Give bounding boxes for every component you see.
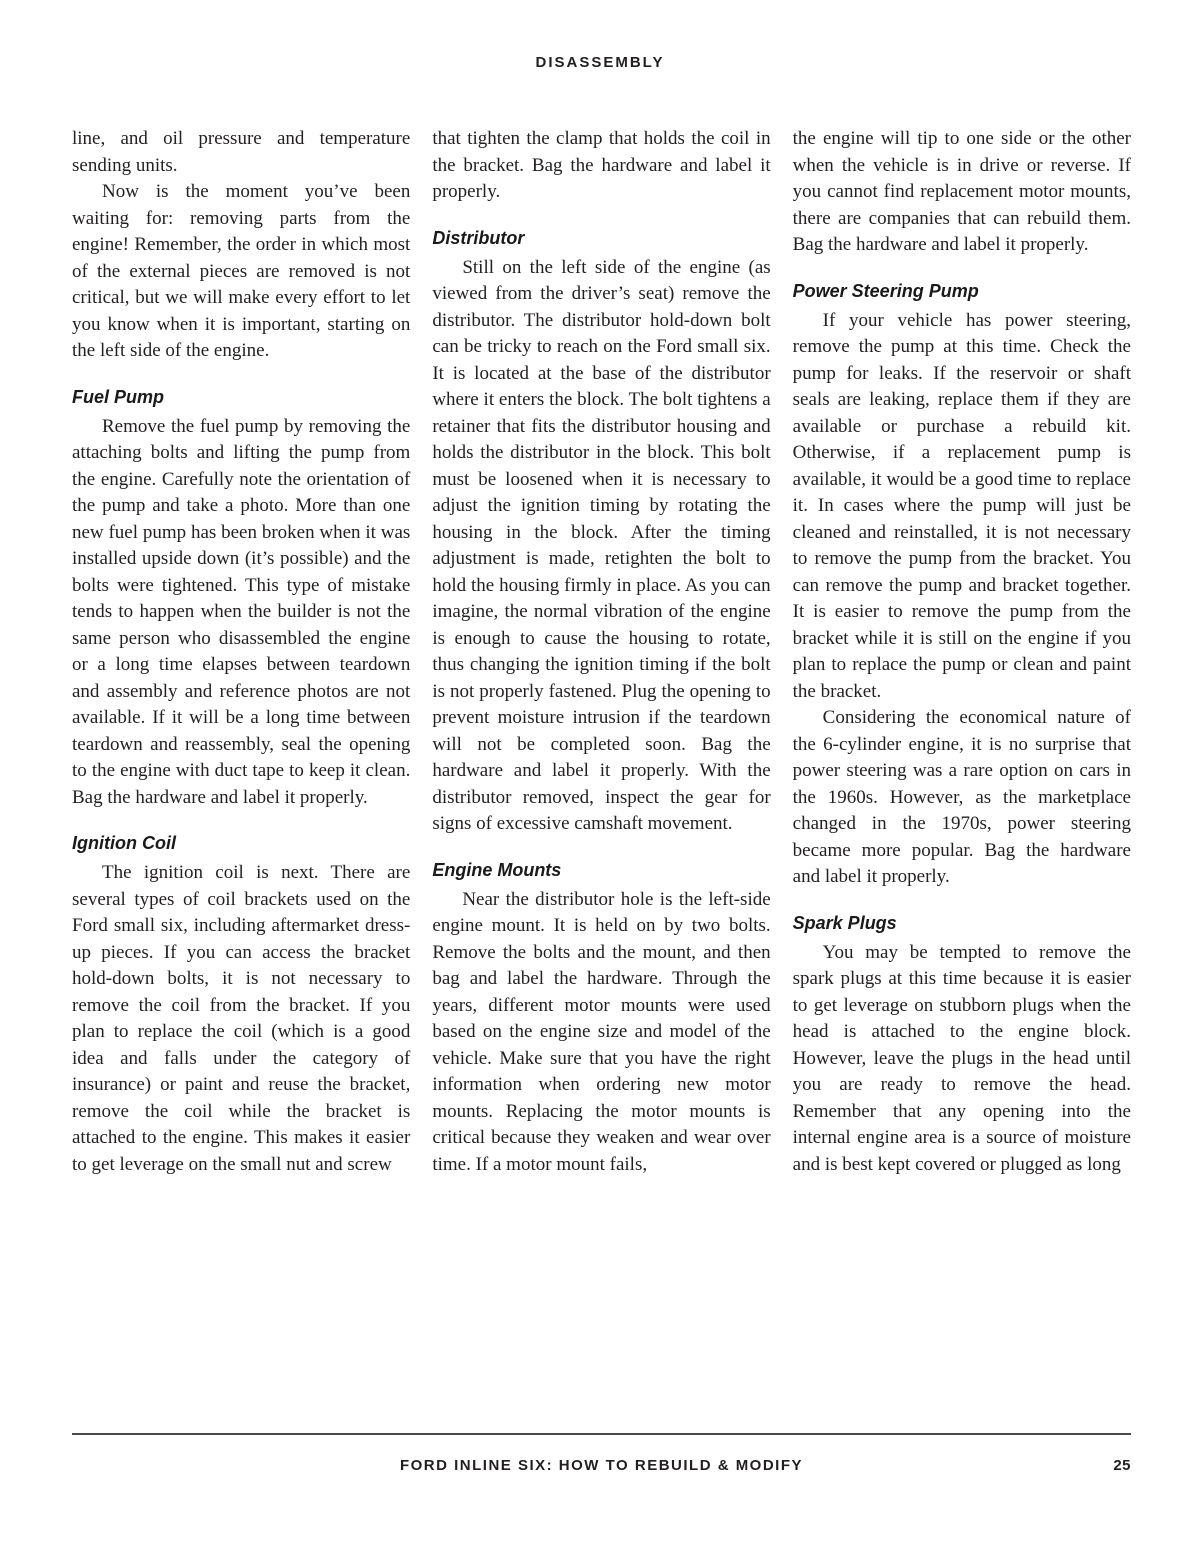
text-column-1 <box>72 126 410 1178</box>
body-paragraph: Considering the economical nature of the 6-cylinder engine, it is no surprise that power steering was a rare option on cars in the 1960s. However, as the marketplace changed in the 1970s, power steering became more popular. Bag the hardware and label it properly. <box>792 707 1131 887</box>
section-heading: Distributor <box>432 227 525 248</box>
body-paragraph: the engine will tip to one side or the other when the vehicle is in drive or reverse. If you cannot find replacement motor mounts, there are companies that can rebuild them. Bag the hardware and label it properly. <box>792 128 1131 255</box>
body-paragraph: Now is the moment you’ve been waiting for: removing parts from the engine! Remember, the order in which most of the external pieces are removed is not critical, but we will make every effort to let you know when it is important, starting on the left side of the engine. <box>72 181 411 361</box>
body-paragraph: Still on the left side of the engine (as viewed from the driver’s seat) remove the distributor. The distributor hold-down bolt can be tricky to reach on the Ford small six. It is located at the base of the distributor where it enters the block. The bolt tightens a retainer that fits the distributor housing and holds the distributor in the block. This bolt must be loosened when it is necessary to adjust the ignition timing by rotating the housing in the block. After the timing adjustment is made, retighten the bolt to hold the housing firmly in place. As you can imagine, the normal vibration of the engine is enough to cause the housing to rotate, thus changing the ignition timing if the bolt is not properly fastened. Plug the opening to prevent moisture intrusion if the teardown will not be completed soon. Bag the hardware and label it properly. With the distributor removed, inspect the gear for signs of excessive camshaft movement. <box>432 256 771 834</box>
footer <box>72 1457 1131 1474</box>
text-column-3 <box>793 126 1131 1178</box>
section-heading: Power Steering Pump <box>792 280 979 301</box>
page-number: 25 <box>1113 1457 1131 1474</box>
page-header-title: DISASSEMBLY <box>535 54 665 71</box>
body-paragraph: Near the distributor hole is the left-side engine mount. It is held on by two bolts. Remove the bolts and the mount, and then bag and label the hardware. Through the years, different motor mounts were used based on the engine size and model of the vehicle. Make sure that you have the right information when ordering new motor mounts. Replacing the motor mounts is critical because they weaken and wear over time. If a motor mount fails, <box>432 888 771 1175</box>
footer-rule <box>72 1433 1131 1474</box>
body-paragraph: You may be tempted to remove the spark plugs at this time because it is easier to get leverage on stubborn plugs when the head is attached to the engine block. However, leave the plugs in the head until you are ready to remove the head. Remember that any opening into the internal engine area is a source of moisture and is best kept covered or plugged as long <box>792 941 1131 1175</box>
body-paragraph: If your vehicle has power steering, remove the pump at this time. Check the pump for leaks. If the reservoir or shaft seals are leaking, replace them if they are available or purchase a rebuild kit. Otherwise, if a replacement pump is available, it would be a good time to replace it. In cases where the pump will just be cleaned and reinstalled, it is not necessary to remove the pump from the bracket. You can remove the pump and bracket together. It is easier to remove the pump from the bracket while it is still on the engine if you plan to replace the pump or clean and paint the bracket. <box>792 309 1131 702</box>
text-column-2 <box>432 126 770 1178</box>
body-paragraph: The ignition coil is next. There are several types of coil brackets used on the Ford small six, including aftermarket dress-up pieces. If you can access the bracket hold-down bolts, it is not necessary to remove the coil from the bracket. If you plan to replace the coil (which is a good idea and falls under the category of insurance) or paint and reuse the bracket, remove the coil while the bracket is attached to the engine. This makes it easier to get leverage on the small nut and screw <box>72 862 411 1175</box>
footer-book-title: FORD INLINE SIX: HOW TO REBUILD & MODIFY <box>399 1457 804 1474</box>
body-paragraph: that tighten the clamp that holds the coil in the bracket. Bag the hardware and label it properly. <box>432 128 771 202</box>
section-heading: Spark Plugs <box>792 912 897 933</box>
body-paragraph: Remove the fuel pump by removing the attaching bolts and lifting the pump from the engine. Carefully note the orientation of the pump and take a photo. More than one new fuel pump has been broken when it was installed upside down (it’s possible) and the bolts were tightened. This type of mistake tends to happen when the builder is not the same person who disassembled the engine or a long time elapses between teardown and assembly and reference photos are not available. If it will be a long time between teardown and reassembly, seal the opening to the engine with duct tape to keep it clean. Bag the hardware and label it properly. <box>72 415 411 808</box>
body-paragraph: line, and oil pressure and temperature sending units. <box>72 128 411 176</box>
body-columns <box>72 126 1131 1178</box>
section-heading: Ignition Coil <box>72 833 176 853</box>
section-heading: Fuel Pump <box>72 386 165 407</box>
section-heading: Engine Mounts <box>432 859 562 880</box>
